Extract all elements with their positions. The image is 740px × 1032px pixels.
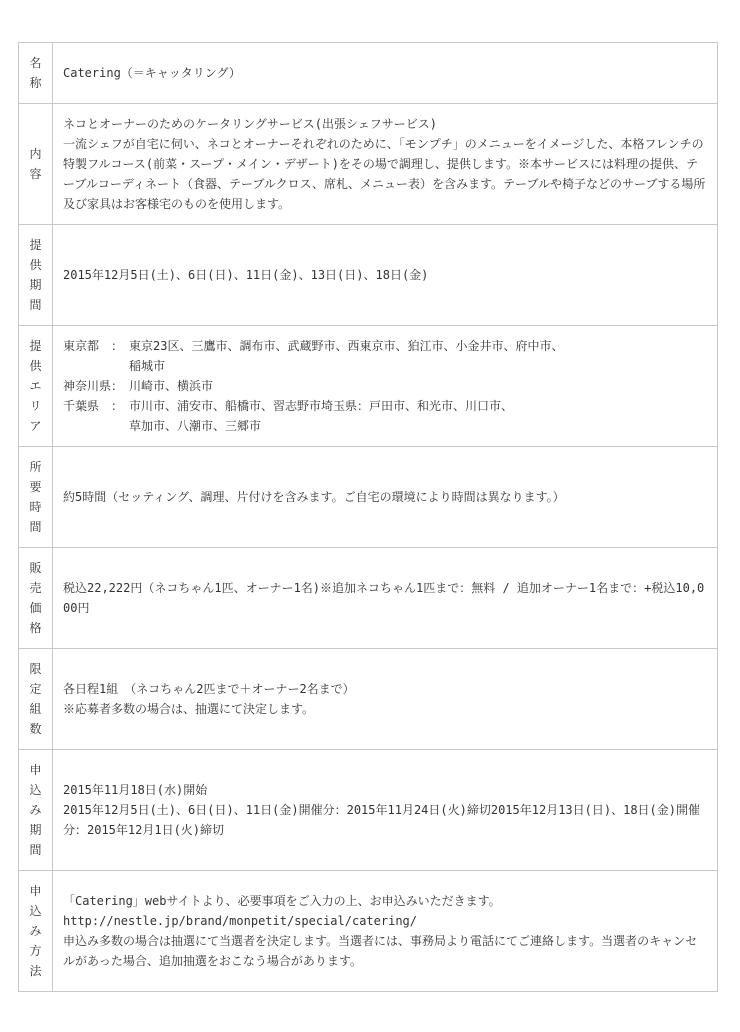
area-prefecture: 神奈川県：: [63, 379, 124, 393]
label-price: [19, 548, 53, 649]
value-price: [53, 548, 718, 649]
application-deadlines: 2015年12月5日(土)、6日(日)、11日(金)開催分：2015年11月24日(火)締切2015年12月13日(日)、18日(金)開催分：2015年12月1日(火)締切: [63, 803, 700, 837]
label-char: 間: [29, 843, 42, 857]
label-char: 期: [29, 278, 42, 292]
label-char: 時: [29, 500, 42, 514]
label-char: 数: [29, 722, 42, 736]
label-name: [19, 43, 53, 104]
row-service-area: [19, 326, 718, 447]
label-char: 販: [29, 561, 42, 575]
label-char: 名: [29, 56, 42, 70]
area-cities: 稲城市: [129, 359, 166, 373]
label-duration: [19, 447, 53, 548]
label-application-method: [19, 871, 53, 992]
row-service-period: [19, 225, 718, 326]
service-dates: 2015年12月5日(土)、6日(日)、11日(金)、13日(日)、18日(金): [63, 268, 429, 282]
label-char: 供: [29, 258, 42, 272]
label-char: 間: [29, 298, 42, 312]
application-lottery-note: 申込み多数の場合は抽選にて当選者を決定します。当選者には、事務局より電話にてご連絡します。当選者のキャンセルがあった場合、追加抽選をおこなう場合があります。: [63, 934, 698, 968]
row-content: [19, 104, 718, 225]
label-char: ア: [29, 419, 42, 433]
label-char: 容: [29, 167, 42, 181]
price-text: 税込22,222円（ネコちゃん1匹、オーナー1名)※追加ネコちゃん1匹まで：無料 / 追加オーナー1名まで：+税込10,000円: [63, 581, 705, 615]
application-url[interactable]: http://nestle.jp/brand/monpetit/special/catering/: [63, 914, 418, 928]
label-char: 込: [29, 904, 42, 918]
row-price: [19, 548, 718, 649]
label-char: 所: [29, 460, 42, 474]
duration-text: 約5時間（セッティング、調理、片付けを含みます。ご自宅の環境により時間は異なります。）: [63, 490, 565, 504]
label-char: 限: [29, 662, 42, 676]
value-application-method: [53, 871, 718, 992]
limit-note: ※応募者多数の場合は、抽選にて決定します。: [63, 702, 315, 716]
label-char: 申: [29, 763, 42, 777]
value-content: [53, 104, 718, 225]
area-tokyo: [63, 336, 707, 376]
area-cities: 東京23区、三鷹市、調布市、武蔵野市、西東京市、狛江市、小金井市、府中市、: [129, 339, 564, 353]
area-cities: 草加市、八潮市、三郷市: [129, 419, 262, 433]
value-limit: [53, 649, 718, 750]
catering-info-table: [18, 42, 718, 992]
label-limit: [19, 649, 53, 750]
label-application-period: [19, 750, 53, 871]
limit-text: 各日程1組 （ネコちゃん2匹まで＋オーナー2名まで）: [63, 682, 355, 696]
value-service-area: [53, 326, 718, 447]
label-char: 間: [29, 520, 42, 534]
value-duration: [53, 447, 718, 548]
label-char: 価: [29, 601, 42, 615]
application-start: 2015年11月18日(水)開始: [63, 783, 208, 797]
row-application-method: [19, 871, 718, 992]
label-service-period: [19, 225, 53, 326]
label-content: [19, 104, 53, 225]
value-application-period: [53, 750, 718, 871]
label-char: 売: [29, 581, 42, 595]
label-char: 組: [29, 702, 42, 716]
label-char: 期: [29, 823, 42, 837]
value-name: [53, 43, 718, 104]
label-char: エ: [29, 379, 42, 393]
service-name-text: Catering（＝キャッタリング）: [63, 66, 241, 80]
row-application-period: [19, 750, 718, 871]
label-char: 込: [29, 783, 42, 797]
area-prefecture: 東京都 ：: [63, 339, 124, 353]
label-char: み: [29, 803, 42, 817]
area-kanagawa: [63, 376, 707, 396]
area-prefecture: 千葉県 ：: [63, 399, 124, 413]
label-char: リ: [29, 399, 42, 413]
content-description: 一流シェフが自宅に伺い、ネコとオーナーそれぞれのために、「モンプチ」のメニューをイメージした、本格フレンチの特製フルコース(前菜・スープ・メイン・デザート)をその場で調理し、提供します。※本サービスには料理の提供、テーブルコーディネート（食器、テーブルクロス、席札、メニュー表）を含みます。テーブルや椅子などのサーブする場所及び家具はお客様宅のものを使用します。: [63, 137, 706, 211]
label-char: 定: [29, 682, 42, 696]
label-char: 供: [29, 359, 42, 373]
application-instructions: 「Catering」webサイトより、必要事項をご入力の上、お申込みいただきます。: [63, 894, 501, 908]
label-char: 要: [29, 480, 42, 494]
label-char: 提: [29, 339, 42, 353]
value-service-period: [53, 225, 718, 326]
label-char: 格: [29, 621, 42, 635]
content-summary: ネコとオーナーのためのケータリングサービス(出張シェフサービス): [63, 117, 437, 131]
label-char: 申: [29, 884, 42, 898]
row-limit: [19, 649, 718, 750]
label-char: み: [29, 924, 42, 938]
area-chiba: [63, 396, 707, 436]
label-char: 称: [29, 76, 42, 90]
label-char: 内: [29, 147, 42, 161]
area-cities: 川崎市、横浜市: [129, 379, 214, 393]
label-char: 方: [29, 944, 42, 958]
label-char: 提: [29, 238, 42, 252]
row-duration: [19, 447, 718, 548]
row-name: [19, 43, 718, 104]
label-service-area: [19, 326, 53, 447]
label-char: 法: [29, 964, 42, 978]
area-cities: 市川市、浦安市、船橋市、習志野市埼玉県：戸田市、和光市、川口市、: [129, 399, 514, 413]
